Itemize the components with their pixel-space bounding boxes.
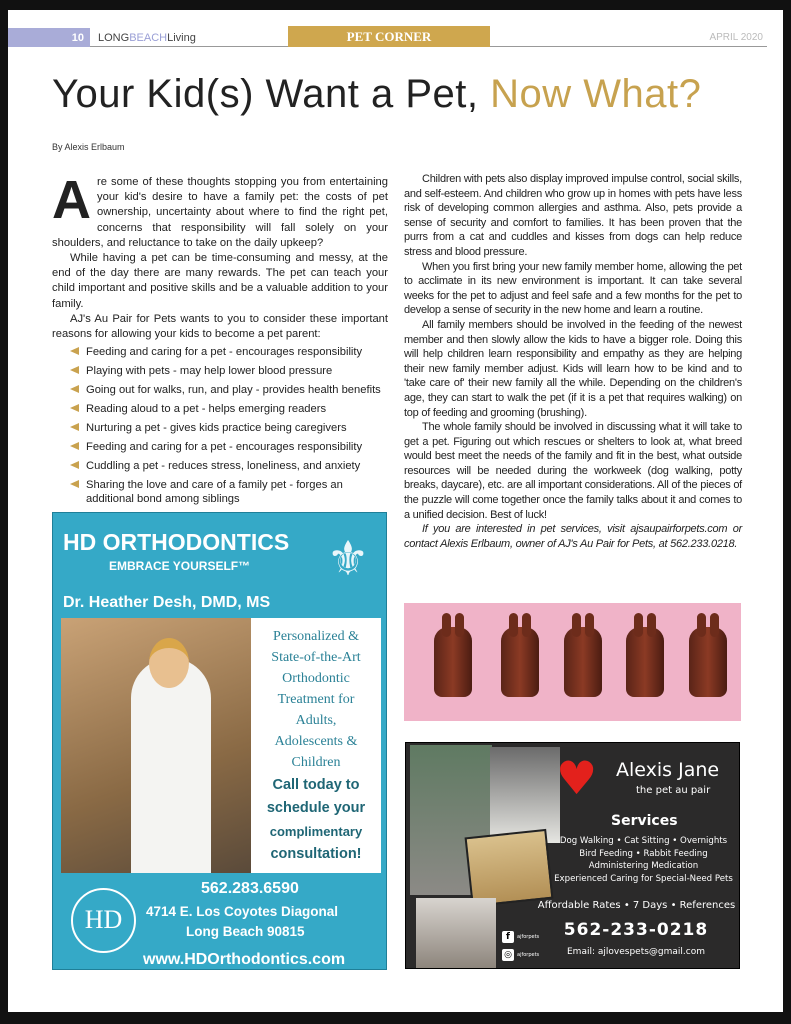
mag-name-b: BEACH	[129, 32, 168, 44]
hd-orthodontics-ad[interactable]	[52, 512, 387, 970]
person-figure	[131, 658, 211, 873]
paragraph: AJ's Au Pair for Pets wants to you to consider these important reasons for allowing your kids to become a pet parent:	[52, 312, 388, 341]
surfboard-logo-icon: ⚜	[326, 533, 370, 586]
rates-line: Affordable Rates • 7 Days • References	[537, 900, 736, 911]
list-item: Sharing the love and care of a family pet - forges an additional bond among siblings	[70, 478, 388, 506]
reasons-list	[70, 345, 388, 506]
ad-phone: 562.283.6590	[201, 880, 299, 897]
ad-brand: Alexis Jane	[616, 759, 720, 781]
services-title: Services	[611, 813, 678, 829]
ad-website-link[interactable]: www.HDOrthodontics.com	[143, 951, 346, 968]
hd-logo: HD	[71, 888, 136, 953]
box-line: Personalized &	[273, 629, 359, 644]
facebook-label: ajforpets	[517, 934, 540, 940]
cta-line: consultation!	[270, 846, 362, 862]
doctor-photo	[61, 618, 251, 873]
ad-city: Long Beach 90815	[186, 924, 305, 939]
ad-address: 4714 E. Los Coyotes Diagonal	[146, 904, 339, 919]
ad-phone: 562-233-0218	[563, 920, 709, 940]
paragraph: Children with pets also display improved impulse control, social skills, and self-esteem. And children who grow up in homes with pets have less risk of developing common allergies and asthma. Also, pets provide a sense of security and comfort to families. It has been proven that the purrs from a cat and cuddles and kisses from dogs can help reduce stress and blood pressure.	[404, 173, 742, 258]
mag-name-c: Living	[167, 32, 196, 44]
magazine-name	[98, 32, 196, 44]
list-item: Playing with pets - may help lower blood pressure	[70, 364, 388, 378]
ad-doctor: Dr. Heather Desh, DMD, MS	[63, 594, 271, 611]
service-line: Administering Medication	[588, 861, 699, 871]
section-label: PET CORNER	[288, 26, 490, 47]
box-line: Adults,	[295, 713, 337, 728]
list-item: Cuddling a pet - reduces stress, loneliness, and anxiety	[70, 459, 388, 473]
box-line: State-of-the-Art	[271, 650, 361, 665]
list-item: Reading aloud to a pet - helps emerging readers	[70, 402, 388, 416]
bunny	[626, 627, 664, 697]
facebook-handle[interactable]	[502, 931, 539, 943]
heart-logo-icon: ♥	[556, 751, 598, 805]
paragraph: When you first bring your new family member home, allowing the pet to acclimate in its new environment is important. It can take several weeks for the pet to adjust and feel safe and a few months for the pet to develop a sense of security in the new home and learn a routine.	[404, 260, 742, 317]
box-line: Orthodontic	[282, 671, 350, 686]
article-title	[52, 72, 701, 117]
list-item: Nurturing a pet - gives kids practice being caregivers	[70, 421, 388, 435]
bunny	[689, 627, 727, 697]
article-column-left	[52, 170, 388, 511]
service-line: Dog Walking • Cat Sitting • Overnights	[559, 836, 728, 846]
byline: By Alexis Erlbaum	[52, 142, 125, 152]
box-line: Treatment for	[277, 692, 355, 707]
bunny	[434, 627, 472, 697]
magazine-page	[8, 10, 783, 1012]
photo-cat	[416, 898, 496, 968]
ad-slogan: EMBRACE YOURSELF™	[109, 559, 251, 573]
box-line: Adolescents &	[274, 734, 358, 749]
ad-email[interactable]: Email: ajlovespets@gmail.com	[567, 947, 705, 957]
instagram-icon: ◎	[502, 949, 514, 961]
title-main: Your Kid(s) Want a Pet,	[52, 72, 479, 116]
instagram-label: ajforpets	[517, 952, 540, 958]
cta-line: complimentary	[269, 824, 363, 839]
cta-line: schedule your	[266, 800, 366, 816]
photo-selfie-dog	[490, 747, 560, 843]
paragraph: All family members should be involved in the feeding of the newest member and then slowly allow the kids to have a bigger role. Doing this will help children learn responsibility and empathy as they are helping their new family member adjust. Kids will learn how to be kind and to 'take care of' their new family all the while. Depending on the children's age, they can start to walk the pet (if it is a pet that requires walking) on top of feeding and grooming (brushing).	[404, 318, 742, 419]
title-accent: Now What?	[490, 72, 702, 116]
instagram-handle[interactable]	[502, 949, 539, 961]
issue-date: APRIL 2020	[709, 32, 763, 43]
contact-note: If you are interested in pet services, visit ajsaupairforpets.com or contact Alexis Erlbaum, owner of AJ's Au Pair for Pets, at 562.233.0218.	[404, 523, 742, 550]
photo-dogs	[465, 829, 554, 907]
bunny	[564, 627, 602, 697]
list-item: Going out for walks, run, and play - provides health benefits	[70, 383, 388, 397]
services-list	[546, 835, 741, 885]
drop-cap: A	[52, 170, 91, 230]
bunny	[501, 627, 539, 697]
ad-brand: HD ORTHODONTICS	[63, 529, 290, 555]
ad-tagline: the pet au pair	[636, 785, 711, 796]
page-header	[8, 28, 783, 48]
list-item: Feeding and caring for a pet - encourages responsibility	[70, 345, 388, 359]
article-column-right	[404, 172, 742, 551]
box-line: Children	[291, 755, 341, 770]
page-number: 10	[8, 28, 90, 47]
service-line: Bird Feeding • Rabbit Feeding	[579, 848, 708, 859]
paragraph: The whole family should be involved in discussing what it will take to get a pet. Figuring out which rescues or shelters to look at, what breed would best meet the needs of the family and fit in the best, what outside resources will be needed during the workweek (dog walking, potty breaks, daycare), etc. are all important considerations. All of the pieces of the puzzle will come together once the family talks about it and comes to a unified decision. Best of luck!	[404, 421, 742, 521]
service-line: Experienced Caring for Special-Need Pets	[554, 873, 733, 884]
paragraph: re some of these thoughts stopping you from entertaining your kid's desire to have a family pet: the costs of pet ownership, uncertainty about where to find the right pet, concerns that responsibility will fall solely on your shoulders, and reluctance to take on the daily upkeep?	[52, 176, 388, 249]
facebook-icon: f	[502, 931, 514, 943]
cta-line: Call today to	[272, 777, 360, 793]
person-head	[149, 638, 189, 688]
alexis-jane-ad[interactable]	[405, 742, 740, 969]
paragraph: While having a pet can be time-consuming and messy, at the end of the day there are many rewards. The pet can teach your child important and positive skills and be a valuable addition to your family.	[52, 252, 388, 310]
mag-name-a: LONG	[98, 32, 130, 44]
chocolate-bunnies-photo	[404, 603, 741, 721]
list-item: Feeding and caring for a pet - encourages responsibility	[70, 440, 388, 454]
ad-info-box	[251, 618, 381, 873]
